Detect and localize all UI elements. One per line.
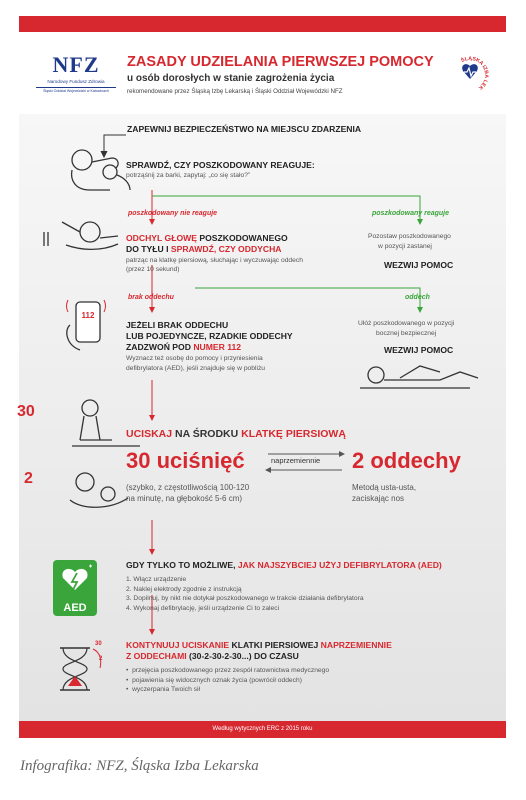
recommended-by: rekomendowane przez Śląską Izbę Lekarską i Śląski Oddział Wojewódzki NFZ (127, 88, 343, 95)
step-nobreath-line1: JEŻELI BRAK ODDECHU (126, 320, 229, 330)
step-airway-line1 (126, 233, 288, 243)
continue-item-1: • przejęcia poszkodowanego przez zespół ratownictwa medycznego (126, 667, 330, 674)
rescue-breath-illustration (70, 473, 128, 507)
step-check-title: SPRAWDŹ, CZY POSZKODOWANY REAGUJE: (126, 160, 315, 170)
nfz-logo-mark: NFZ (52, 52, 100, 77)
continue-item-3: • wyczerpania Twoich sił (126, 686, 200, 693)
leave-desc2: w pozycji zastanej (378, 243, 432, 250)
check-response-illustration (72, 150, 130, 190)
cpr-count-30: 30 (17, 403, 35, 420)
aed-step-3: 3. Dopilnuj, by nikt nie dotykał poszkodowanego w trakcie działania defibrylatora (126, 595, 364, 602)
continue-item-1-text: przejęcia poszkodowanego przez zespół ratownictwa medycznego (132, 667, 330, 674)
step-nobreath-desc2: defibrylatora (AED), jeśli znajduje się w pobliżu (126, 365, 266, 372)
page-subtitle: u osób dorosłych w stanie zagrożenia życia (127, 73, 335, 84)
image-caption: Infografika: NFZ, Śląska Izba Lekarska (20, 758, 259, 774)
continue-line2 (126, 651, 299, 661)
cpr-alternating: naprzemiennie (271, 456, 321, 465)
sil-logo-text: ŚLĄSKA IZBA LEKARSKA (460, 55, 490, 91)
nfz-name: Narodowy Fundusz Zdrowia (47, 79, 105, 84)
continue-list (126, 666, 329, 695)
aed-steps-list (126, 575, 364, 613)
airway-text-2: DO TYŁU I (126, 244, 171, 254)
cpr-title-a: UCISKAJ (126, 428, 173, 440)
continue-line2-a: Z ODDECHAMI (126, 651, 187, 661)
cpr-comp-desc2: na minutę, na głębokość 5-6 cm) (126, 494, 243, 503)
airway-highlight-2: SPRAWDŹ, CZY ODDYCHA (170, 244, 282, 254)
timer-2: 2 (99, 656, 103, 662)
head-tilt-illustration (44, 222, 118, 249)
aed-title (126, 560, 442, 570)
aed-step-1: 1. Włącz urządzenie (126, 576, 187, 583)
continue-line1-c: NAPRZEMIENNIE (320, 640, 392, 650)
recovery-desc2: bocznej bezpiecznej (376, 330, 437, 337)
step-airway-desc1: patrząc na klatkę piersiową, słuchając i wyczuwając oddech (126, 257, 303, 264)
aed-title-b: JAK NAJSZYBCIEJ UŻYJ DEFIBRYLATORA (AED) (237, 560, 442, 570)
recovery-position-illustration (360, 366, 478, 388)
continue-line2-b: (30-2-30-2-30...) DO CZASU (186, 651, 299, 661)
cpr-breath-desc1: Metodą usta-usta, (352, 483, 417, 492)
continue-item-2: • pojawienia się widocznych oznak życia (powrócił oddech) (126, 676, 302, 684)
cpr-comp-desc1: (szybko, z częstotliwością 100-120 (126, 483, 250, 492)
continue-line1-b: KLATKI PIERSIOWEJ (229, 640, 321, 650)
recovery-desc1: Ułóż poszkodowanego w pozycji (358, 320, 455, 327)
continue-line1-a: KONTYNUUJ UCISKANIE (126, 640, 230, 650)
airway-text-1: POSZKODOWANEGO (196, 233, 288, 243)
continue-item-3-text: wyczerpania Twoich sił (132, 686, 200, 693)
phone-112-illustration (67, 300, 106, 350)
step-airway-desc2: (przez 10 sekund) (126, 266, 180, 273)
aed-icon (53, 560, 97, 616)
airway-highlight-1: ODCHYL GŁOWĘ (126, 233, 197, 243)
branch-no-response: poszkodowany nie reaguje (128, 210, 218, 217)
branch-breath: oddech (405, 294, 430, 301)
cpr-title-b: NA ŚRODKU (172, 428, 242, 440)
cpr-breaths: 2 oddechy (352, 448, 461, 473)
leave-desc1: Pozostaw poszkodowanego (368, 233, 451, 240)
timer-30: 30 (95, 641, 102, 647)
call-help-2: WEZWIJ POMOC (384, 345, 454, 355)
phone-number: 112 (81, 311, 95, 320)
cpr-count-2: 2 (24, 470, 33, 487)
cpr-title (126, 428, 346, 440)
nobreath-call: ZADZWOŃ POD (126, 342, 194, 352)
step-nobreath-line2: LUB POJEDYNCZE, RZADKIE ODDECHY (126, 331, 293, 341)
cpr-breath-desc2: zaciskając nos (352, 494, 405, 503)
step-nobreath-desc1: Wyznacz też osobę do pomocy i przyniesienia (126, 355, 263, 362)
step-nobreath-line3 (126, 342, 241, 352)
step-safety: ZAPEWNIJ BEZPIECZEŃSTWO NA MIEJSCU ZDARZENIA (127, 124, 362, 134)
aed-title-a: GDY TYLKO TO MOŻLIWE, (126, 560, 238, 570)
call-help-1: WEZWIJ POMOC (384, 260, 454, 270)
footer-note: Według wytycznych ERC z 2015 roku (212, 726, 313, 732)
step-airway-line2 (126, 244, 282, 254)
branch-no-breath: brak oddechu (128, 294, 174, 301)
hourglass-icon (60, 641, 103, 690)
step-check-desc: potrząśnij za barki, zapytaj: „co się stało?” (126, 172, 251, 179)
continue-item-2-text: pojawienia się widocznych oznak życia (powrócił oddech) (132, 676, 302, 684)
page-title: ZASADY UDZIELANIA PIERWSZEJ POMOCY (127, 54, 434, 70)
cpr-title-c: KLATKĘ PIERSIOWĄ (241, 428, 346, 440)
continue-line1 (126, 640, 392, 650)
nfz-branch: Śląski Oddział Wojewódzki w Katowicach (36, 87, 116, 93)
aed-label: AED (63, 602, 87, 614)
top-arrow (101, 135, 126, 157)
aed-step-2: 2. Naklej elektrody zgodnie z instrukcją (126, 585, 242, 593)
branch-response: poszkodowany reaguje (372, 210, 450, 217)
aed-step-4: 4. Wykonaj defibrylację, jeśli urządzenie Ci to zaleci (126, 604, 280, 612)
nobreath-number: NUMER 112 (193, 342, 242, 352)
cpr-compressions: 30 uciśnięć (126, 448, 245, 473)
